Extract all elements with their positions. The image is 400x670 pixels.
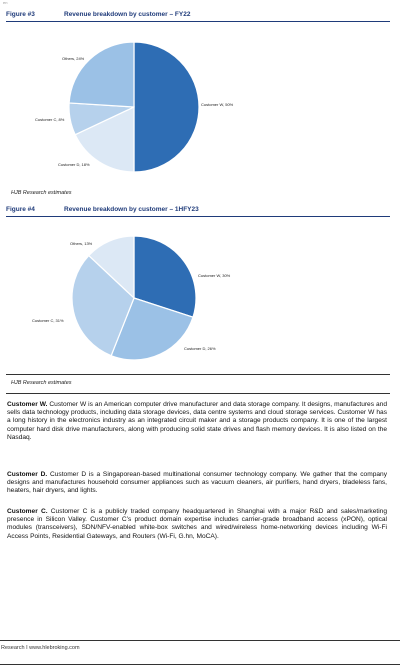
data-label-customer-w: Customer W, 50% [201,102,234,107]
data-label-customer-c: Customer C, 8% [35,117,65,122]
data-label-customer-d: Customer D, 18% [58,162,90,167]
data-label-others: Others, 13% [70,241,93,246]
figure4-divider [6,374,390,375]
figure4-source: HJB Research estimates [11,380,72,386]
customer-d-name: Customer D. [7,471,48,478]
footer-text: Research I www.hlebroking.com [1,645,80,651]
section-divider [6,393,390,394]
figure3-chart [6,26,390,186]
footer-bottom-rule [0,664,400,665]
customer-c-name: Customer C. [7,508,48,515]
figure3-title: Revenue breakdown by customer – FY22 [64,11,191,18]
paragraph-customer-w [7,401,387,442]
figure4-pie-svg [6,222,390,372]
customer-w-name: Customer W. [7,401,48,408]
figure4-number: Figure #4 [6,206,35,213]
figure4-title: Revenue breakdown by customer – 1HFY23 [64,206,199,213]
paragraph-customer-d [7,471,387,496]
figure3-source: HJB Research estimates [11,190,72,196]
page-mark: en [3,0,8,5]
figure3-number: Figure #3 [6,11,35,18]
data-label-others: Others, 24% [62,56,85,61]
data-label-customer-d: Customer D, 26% [184,346,216,351]
customer-d-text: Customer D is a Singaporean-based multinational consumer technology company. We gather that the company designs and manufactures household consumer appliances such as vacuum cleaners, air purifiers, hand dryers, bladeless fans, heaters, hair dryers, and lights. [7,471,387,495]
figure4-header [6,205,390,217]
footer-divider [0,640,400,641]
customer-c-text: Customer C is a publicly traded company headquartered in Shanghai with a major R&D and sales/marketing presence in Silicon Valley. Customer C’s product domain expertise includes carrier-grade broadband access (xPON), optical modules (transceivers), SDN/NFV-enabled white-box switches and wired/wireless home-networking devices including Wi-Fi Access Points, Residential Gateways, and Routers (Wi-Fi, G.hn, MoCA). [7,508,387,540]
customer-w-text: Customer W is an American computer drive manufacturer and data storage company. It designs, manufactures and sells data technology products, including data storage devices, data centre systems and cloud storage services. Customer W has a long history in the electronics industry as an integrated circuit maker and a storage products company. It is one of the largest computer hard disk drive manufacturers, along with producing solid state drives and flash memory devices. It is also listed on the Nasdaq. [7,401,387,441]
pie-slice-others [69,42,134,107]
figure3-header [6,10,390,22]
figure3-pie-svg [6,26,390,186]
pie-slice-customer-w [134,42,199,172]
figure4-chart [6,222,390,372]
data-label-customer-w: Customer W, 30% [198,273,231,278]
data-label-customer-c: Customer C, 31% [32,318,64,323]
paragraph-customer-c [7,508,387,541]
